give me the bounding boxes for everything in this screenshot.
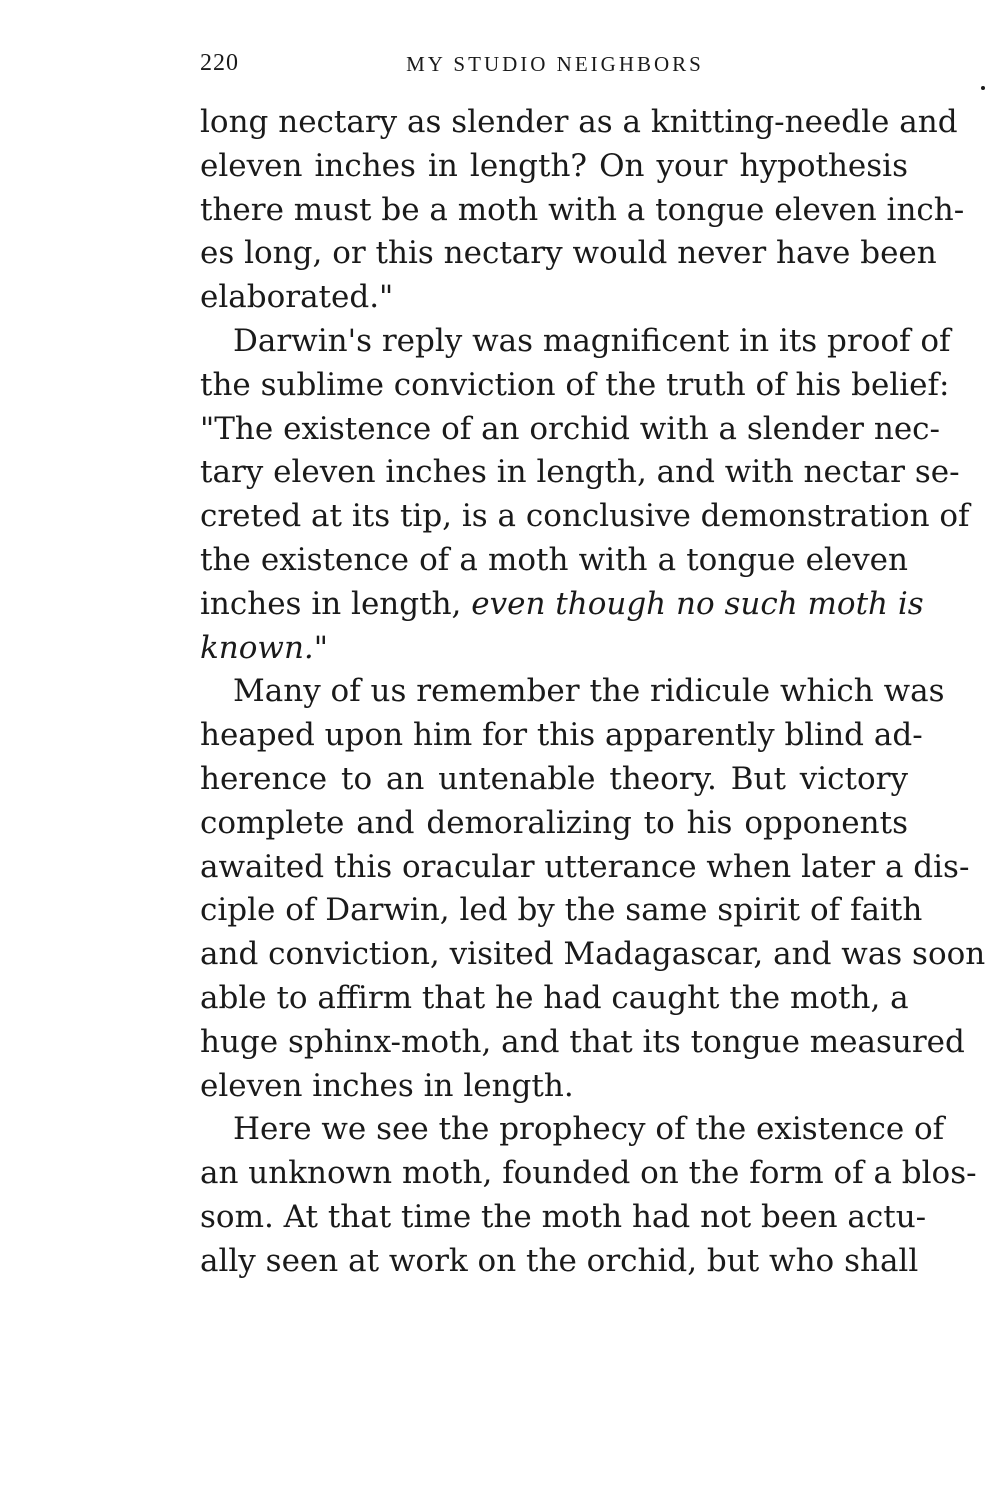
text-line: an unknown moth, founded on the form of a blos-	[200, 1155, 977, 1192]
text-line: som. At that time the moth had not been actu-	[200, 1198, 927, 1235]
text-line: creted at its tip, is a conclusive demonstration of	[200, 498, 970, 535]
text-line: Here we see the prophecy of the existence of	[233, 1111, 945, 1148]
text-line: herence to an untenable theory. But victory	[200, 760, 908, 797]
text-line: the sublime conviction of the truth of his belief:	[200, 366, 950, 403]
line-text: inches in length,	[200, 585, 472, 622]
text-line: elaborated."	[200, 279, 394, 316]
italic-phrase: even though no such moth is	[471, 585, 924, 622]
text-line: there must be a moth with a tongue eleven inch-	[200, 191, 965, 228]
text-line: able to affirm that he had caught the moth, a	[200, 979, 909, 1016]
text-line	[200, 583, 924, 627]
text-line: "The existence of an orchid with a slender nec-	[200, 410, 941, 447]
text-line: long nectary as slender as a knitting-needle and	[200, 104, 958, 140]
running-head: MY STUDIO NEIGHBORS	[406, 52, 704, 76]
body-text	[200, 101, 986, 1284]
text-line: the existence of a moth with a tongue eleven	[200, 541, 908, 578]
text-line: tary eleven inches in length, and with nectar se-	[200, 454, 960, 491]
text-line: awaited this oracular utterance when later a dis-	[200, 848, 970, 885]
text-line: eleven inches in length? On your hypothesis	[200, 147, 908, 184]
closing-quote: "	[313, 629, 329, 666]
text-line: es long, or this nectary would never have been	[200, 235, 937, 272]
text-line: Darwin's reply was magnificent in its proof of	[233, 322, 951, 359]
stray-ink-mark	[981, 86, 985, 90]
text-line: eleven inches in length.	[200, 1067, 574, 1104]
text-line: Many of us remember the ridicule which was	[233, 673, 945, 710]
italic-phrase: known.	[200, 629, 314, 666]
text-line: complete and demoralizing to his opponents	[200, 804, 908, 841]
text-line: ally seen at work on the orchid, but who shall	[200, 1242, 919, 1279]
text-line	[200, 627, 908, 671]
text-line: heaped upon him for this apparently blind ad-	[200, 717, 923, 754]
text-line: huge sphinx-moth, and that its tongue measured	[200, 1023, 965, 1060]
text-line: and conviction, visited Madagascar, and was soon	[200, 936, 986, 973]
text-line: ciple of Darwin, led by the same spirit of faith	[200, 892, 923, 929]
page-number: 220	[200, 50, 239, 76]
